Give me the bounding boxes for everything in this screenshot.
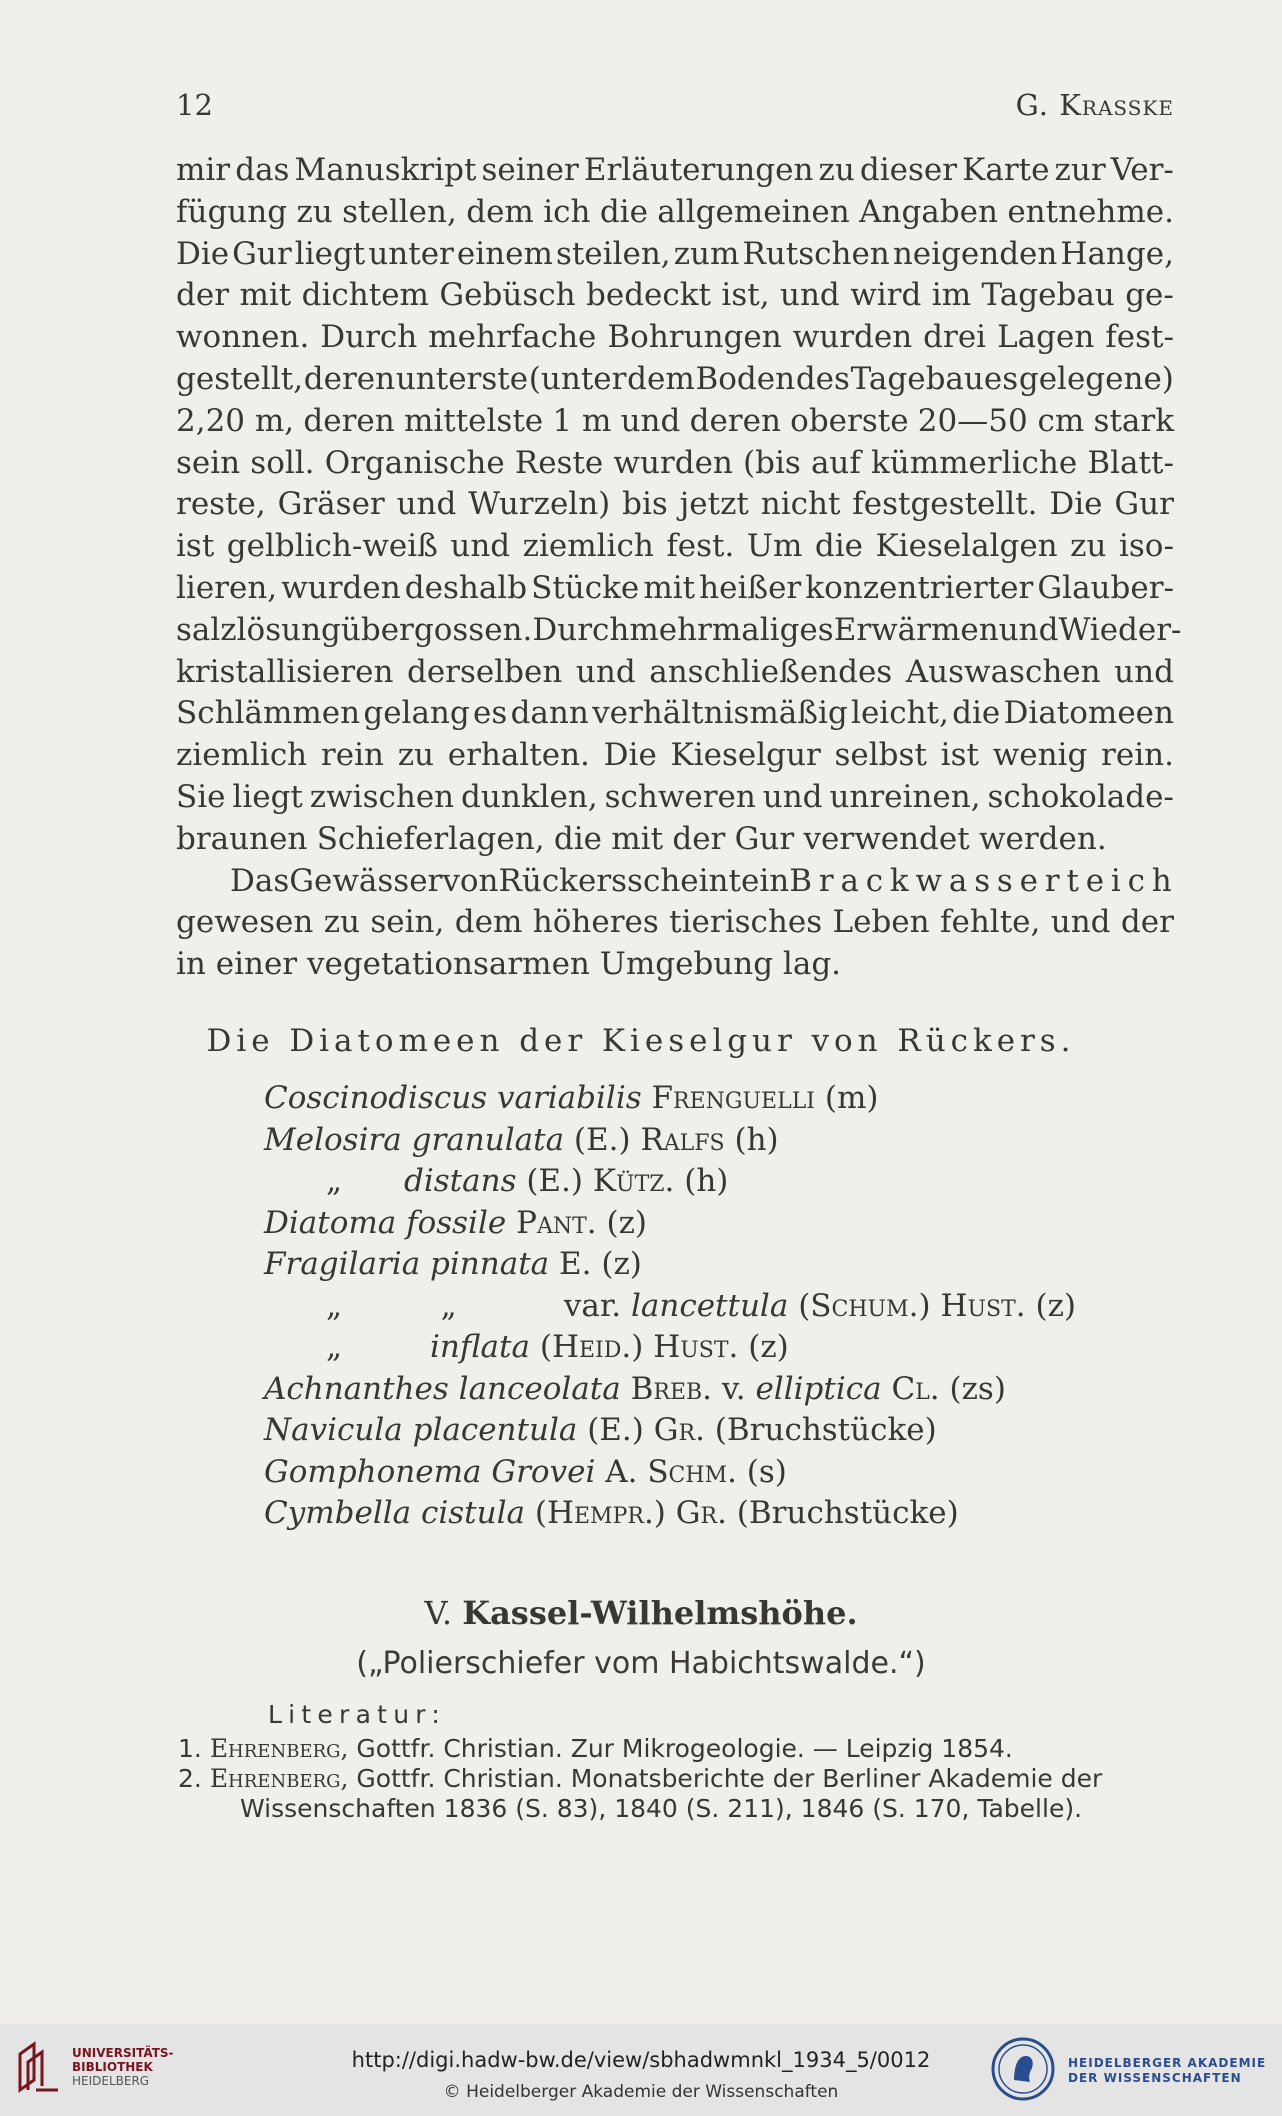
word: kristallisieren [176, 653, 394, 690]
section-subtitle: („Polierschiefer vom Habichtswalde.“) [356, 1646, 926, 1681]
word: Ver- [1110, 152, 1174, 188]
word: Wurzeln) [468, 486, 611, 523]
word: unterste [395, 360, 529, 397]
word: und [575, 653, 636, 690]
word: unter [368, 235, 454, 272]
citation-text: var. [554, 1287, 631, 1324]
word: lieren, [176, 569, 278, 606]
word: fehlte, [940, 904, 1041, 941]
text-line [176, 902, 1174, 944]
word: gestellt, [176, 360, 304, 397]
abundance: (zs) [939, 1370, 1006, 1407]
word: stellen, [342, 193, 457, 230]
word: der [1120, 904, 1174, 941]
species-entry [264, 1493, 1076, 1535]
citation-text [666, 1495, 676, 1531]
text-line [176, 819, 1174, 861]
reference-author: Ehrenberg, [209, 1764, 349, 1793]
citation-text: ) [918, 1287, 941, 1324]
text-line [176, 234, 1174, 276]
word: oberste [790, 402, 909, 439]
word: (bis [743, 444, 801, 481]
author-name: Pant. [516, 1204, 597, 1241]
species-entry [264, 1161, 1076, 1203]
word: wenig [992, 737, 1088, 774]
reference-list [178, 1734, 1178, 1824]
word: die [952, 695, 1001, 732]
word: allgemeinen [657, 193, 850, 230]
word: übergossen. [340, 611, 533, 648]
word: schokolade- [987, 778, 1174, 815]
word: und [998, 611, 1059, 648]
citation-text: ( [788, 1287, 811, 1324]
text-line [176, 944, 1174, 986]
word: liegt [232, 778, 303, 815]
word: Rutschen [742, 235, 890, 272]
text-line [176, 401, 1174, 443]
word: Blatt- [1087, 444, 1174, 481]
species-entry [264, 1120, 1076, 1162]
species-name: Melosira granulata [264, 1121, 565, 1158]
species-entry [264, 1452, 1076, 1494]
word: Gur [232, 235, 292, 272]
text-line-content: in einer vegetationsarmen Umgebung lag. [176, 946, 842, 983]
author-name: Hempr. [546, 1495, 654, 1531]
page-number: 12 [176, 88, 213, 122]
word: 20—50 cm [917, 402, 1085, 439]
word: Schlämmen [176, 695, 361, 732]
word: leicht, [851, 695, 949, 732]
word: mehrmaliges [629, 611, 834, 648]
word: rein [320, 737, 384, 774]
author-name: Hust. [940, 1287, 1026, 1324]
copyright-notice: © Heidelberger Akademie der Wissenschaften [443, 2082, 839, 2102]
abundance: (z) [1025, 1287, 1076, 1324]
citation-text: E. (z) [549, 1246, 642, 1282]
word: mit [611, 820, 664, 857]
word: gewesen [176, 904, 314, 941]
word: zu [397, 737, 435, 774]
word: Bohrungen [607, 319, 782, 356]
abundance: ) [631, 1329, 644, 1365]
reference-number: 1. [178, 1734, 210, 1763]
text-line [176, 610, 1182, 652]
text-line [176, 526, 1174, 568]
word: rein. [1101, 737, 1174, 774]
species-name: Coscinodiscus variabilis [264, 1080, 642, 1116]
word: Die [1049, 486, 1103, 523]
word: sein, [370, 904, 445, 941]
word: Tagebaues [850, 360, 1019, 397]
abundance: (h) [724, 1121, 779, 1158]
word: Gebüsch [439, 277, 576, 314]
text-line [176, 735, 1174, 777]
word: fügung [176, 193, 288, 230]
word: mit [643, 569, 696, 606]
word: (unter [528, 360, 627, 397]
word: Das [230, 862, 290, 899]
species-name: Cymbella cistula [264, 1495, 525, 1531]
variety-name: elliptica [755, 1370, 882, 1407]
word: dem [454, 904, 523, 941]
word: und [1050, 904, 1111, 941]
ditto-mark: „ [326, 1163, 343, 1199]
word: von [442, 862, 499, 899]
author-name: Gr. [653, 1412, 705, 1448]
word: ist, [721, 277, 770, 314]
word: Hange, [1060, 235, 1174, 272]
word: festgestellt. [852, 486, 1038, 523]
word: entnehme. [1007, 193, 1174, 230]
word: Lagen [997, 319, 1095, 356]
word: verwendet [803, 820, 970, 857]
text-line [176, 693, 1174, 735]
word: wurden [613, 444, 733, 481]
word: mehrfache [428, 319, 597, 356]
word: Die [176, 235, 230, 272]
word: wird [850, 277, 922, 314]
species-entry [264, 1327, 1076, 1369]
word: Sie [176, 778, 226, 815]
word: scheint [627, 862, 741, 899]
author-name: Schm. [647, 1453, 737, 1490]
word: seiner [481, 152, 579, 188]
word: salzlösung [176, 611, 341, 648]
word: und [620, 402, 681, 439]
species-entry [264, 1078, 1076, 1120]
academy-line: DER WISSENSCHAFTEN [1068, 2071, 1242, 2085]
word: Leben [832, 904, 930, 941]
word: Karte [962, 152, 1050, 188]
word: ziemlich [176, 737, 308, 774]
author-name: Hust. [653, 1329, 739, 1365]
citation-text: ( [525, 1495, 547, 1531]
permalink[interactable]: http://digi.hadw-bw.de/view/sbhadwmnkl_1934_5/0012 [351, 2048, 931, 2072]
word: Die [603, 737, 657, 774]
word: gelang [363, 695, 470, 732]
abundance: (m) [815, 1080, 879, 1116]
citation-text [642, 1080, 652, 1116]
text-line [176, 568, 1174, 610]
word: der [672, 820, 726, 857]
section-title: Kassel-Wilhelmshöhe. [462, 1594, 858, 1632]
word: erhalten. [447, 737, 590, 774]
word: zu [818, 152, 855, 188]
word: auf [810, 444, 861, 481]
author-name: Cl. [891, 1370, 940, 1407]
word: zur [1054, 152, 1106, 188]
word: das [235, 152, 290, 188]
word: Um [746, 528, 803, 565]
species-name: distans [404, 1163, 517, 1199]
academy-name [1068, 2056, 1266, 2086]
abundance: (Bruchstücke) [726, 1495, 959, 1531]
word: und [450, 528, 511, 565]
text-line [176, 777, 1174, 819]
word: iso- [1118, 528, 1174, 565]
text-line [176, 359, 1174, 401]
word: 1 m [552, 402, 612, 439]
species-entry [264, 1244, 1076, 1286]
reference-text: Gottfr. Christian. Zur Mikrogeologie. — Leipzig 1854. [348, 1734, 1013, 1763]
section-numeral: V. [424, 1594, 453, 1632]
word: Gräser [277, 486, 385, 523]
reference-entry [178, 1764, 1178, 1794]
word: zum [673, 235, 740, 272]
word: mit [239, 277, 292, 314]
word: fest- [1105, 319, 1174, 356]
citation-text: (E.) [577, 1412, 654, 1448]
citation-text [643, 1329, 653, 1365]
word: Gur [1114, 486, 1174, 523]
word: dieser [859, 152, 958, 188]
body-text [176, 150, 1182, 986]
word: deren [689, 402, 781, 439]
word: neigenden [892, 235, 1058, 272]
word: zu [296, 193, 333, 230]
word: Diatomeen [1003, 695, 1174, 732]
citation-text: A. [595, 1453, 648, 1490]
word: die [599, 193, 648, 230]
species-entry [264, 1203, 1076, 1245]
abundance: (z) [738, 1329, 789, 1365]
word: Erwärmen [833, 611, 999, 648]
word: braunen [176, 820, 308, 857]
reference-entry [178, 1734, 1178, 1764]
species-name: lancettula [630, 1287, 789, 1324]
species-entry [264, 1369, 1076, 1411]
academy-line: HEIDELBERGER AKADEMIE [1068, 2056, 1267, 2070]
word: Auswaschen [905, 653, 1101, 690]
word: ein [740, 862, 790, 899]
text-line [176, 192, 1174, 234]
word: Organische [324, 444, 505, 481]
word: werden. [978, 820, 1107, 857]
author-name: Kütz. [592, 1163, 675, 1199]
word: und [762, 778, 823, 815]
word: dann [510, 695, 589, 732]
word: Boden [695, 360, 796, 397]
word: Glauber- [1037, 569, 1174, 606]
word: und [1114, 653, 1174, 690]
word: soll. [250, 444, 315, 481]
word: deren [303, 402, 395, 439]
word: verhältnismäßig [592, 695, 848, 732]
word: derselben [406, 653, 563, 690]
word: wurden [792, 319, 913, 356]
author-name: Ralfs [640, 1121, 725, 1158]
abundance: (z) [596, 1204, 647, 1241]
uni-line: HEIDELBERG [72, 2074, 150, 2088]
word: die [814, 528, 863, 565]
word: Angaben [859, 193, 998, 230]
word: unreinen, [829, 778, 981, 815]
abundance: (s) [736, 1453, 787, 1490]
paragraph-1 [176, 150, 1182, 861]
uni-line: UNIVERSITÄTS- [72, 2046, 174, 2060]
text-line [176, 275, 1174, 317]
word: die [553, 820, 602, 857]
word: 2,20 m, [176, 402, 295, 439]
abundance: (h) [674, 1163, 729, 1199]
word: Erläuterungen [583, 152, 814, 188]
word: zu [323, 904, 360, 941]
citation-text: ( [529, 1329, 552, 1365]
word: ist [940, 737, 979, 774]
author-name: Schum. [810, 1287, 919, 1324]
word: jetzt [679, 486, 749, 523]
word: Tagebau [981, 277, 1115, 314]
uni-line: BIBLIOTHEK [72, 2060, 153, 2074]
word: sein [176, 444, 241, 481]
abundance: (Bruchstücke) [704, 1412, 937, 1448]
word: anschließendes [649, 653, 893, 690]
word: steilen, [555, 235, 671, 272]
citation-text: (E.) [564, 1121, 641, 1158]
section-2-heading [0, 1594, 1282, 1632]
word: gelegene) [1018, 360, 1174, 397]
word: heißer [699, 569, 802, 606]
citation-text [621, 1371, 631, 1407]
word: nicht [760, 486, 841, 523]
word: drei [923, 319, 987, 356]
species-name: Diatoma fossile [264, 1204, 507, 1241]
word: liegt [294, 235, 366, 272]
word: dunklen, [461, 778, 598, 815]
academy-seal-icon [990, 2036, 1056, 2102]
word: stark [1093, 402, 1174, 439]
word: selbst [834, 737, 927, 774]
word: ich [543, 193, 591, 230]
word: einem [456, 235, 553, 272]
text-line [176, 861, 1179, 903]
species-name: inflata [430, 1329, 530, 1365]
word: wurden [281, 569, 401, 606]
species-name: Gomphonema Grovei [264, 1453, 596, 1490]
word: schweren [604, 778, 756, 815]
citation-text [506, 1205, 516, 1241]
footer-bar [0, 2024, 1282, 2116]
author-name: Frenguelli [651, 1080, 815, 1116]
reference-number: 2. [178, 1764, 210, 1793]
species-list [264, 1078, 1076, 1535]
word: ist [176, 528, 215, 565]
word: Kieselalgen [875, 528, 1058, 565]
abundance: v. [712, 1370, 756, 1407]
word: gelblich-weiß [226, 528, 438, 565]
word: kümmerliche [871, 444, 1078, 481]
author-name: Gr. [675, 1495, 727, 1531]
running-author: G. Krasske [1015, 88, 1174, 122]
word: Durch [532, 611, 630, 648]
word: dichtem [301, 277, 429, 314]
word: deren [303, 360, 396, 397]
literature-label: Literatur: [268, 1700, 447, 1729]
word: im [931, 277, 972, 314]
word: deshalb [404, 569, 528, 606]
author-name: Breb. [630, 1370, 713, 1407]
word: fest. [666, 528, 735, 565]
word: Kieselgur [670, 737, 821, 774]
text-line [176, 484, 1174, 526]
word: des [795, 360, 850, 397]
word: Reste [514, 444, 604, 481]
word: Schieferlagen, [316, 820, 545, 857]
word: höheres [532, 904, 659, 941]
word: zwischen [309, 778, 455, 815]
species-name: Fragilaria pinnata [264, 1246, 550, 1282]
word: dem [466, 193, 534, 230]
text-line [176, 150, 1174, 192]
word: und [396, 486, 457, 523]
word: Manuskript [294, 152, 477, 188]
word: mir [176, 152, 231, 188]
word: Stücke [531, 569, 640, 606]
word: reste, [176, 486, 266, 523]
word: wonnen. [176, 319, 310, 356]
ditto-mark: „ „ [326, 1287, 457, 1324]
author-name: Heid. [551, 1329, 632, 1365]
word: Gewässer [289, 862, 443, 899]
species-name: Achnanthes lanceolata [264, 1370, 621, 1407]
spaced-word: Brackwasserteich [789, 862, 1179, 899]
abundance: ) [653, 1495, 666, 1531]
word: konzentrierter [805, 569, 1034, 606]
species-entry [264, 1286, 1076, 1328]
text-line [176, 652, 1174, 694]
word: ge- [1125, 277, 1174, 314]
paragraph-2 [176, 861, 1179, 986]
word: tierisches [669, 904, 823, 941]
section-heading: Die Diatomeen der Kieselgur von Rückers. [206, 1023, 1076, 1059]
reference-continuation: Wissenschaften 1836 (S. 83), 1840 (S. 211), 1846 (S. 170, Tabelle). [240, 1794, 1083, 1823]
word: es [473, 695, 508, 732]
word: Rückers [498, 862, 628, 899]
word: der [176, 277, 230, 314]
page-header [176, 88, 1174, 128]
word: zu [1070, 528, 1107, 565]
reference-text: Gottfr. Christian. Monatsberichte der Berliner Akademie der [348, 1764, 1103, 1793]
citation-text [882, 1371, 892, 1407]
word: Wieder- [1058, 611, 1182, 648]
word: mittelste [403, 402, 544, 439]
word: dem [627, 360, 695, 397]
text-line [176, 317, 1174, 359]
word: und [780, 277, 840, 314]
word: bis [622, 486, 668, 523]
word: bedeckt [586, 277, 711, 314]
ditto-mark: „ [326, 1329, 343, 1365]
word: ziemlich [522, 528, 654, 565]
reference-author: Ehrenberg, [209, 1734, 349, 1763]
word: Durch [320, 319, 418, 356]
word: Gur [734, 820, 795, 857]
species-name: Navicula placentula [264, 1412, 578, 1448]
citation-text: (E.) [516, 1163, 593, 1199]
species-entry [264, 1410, 1076, 1452]
text-line [176, 443, 1174, 485]
